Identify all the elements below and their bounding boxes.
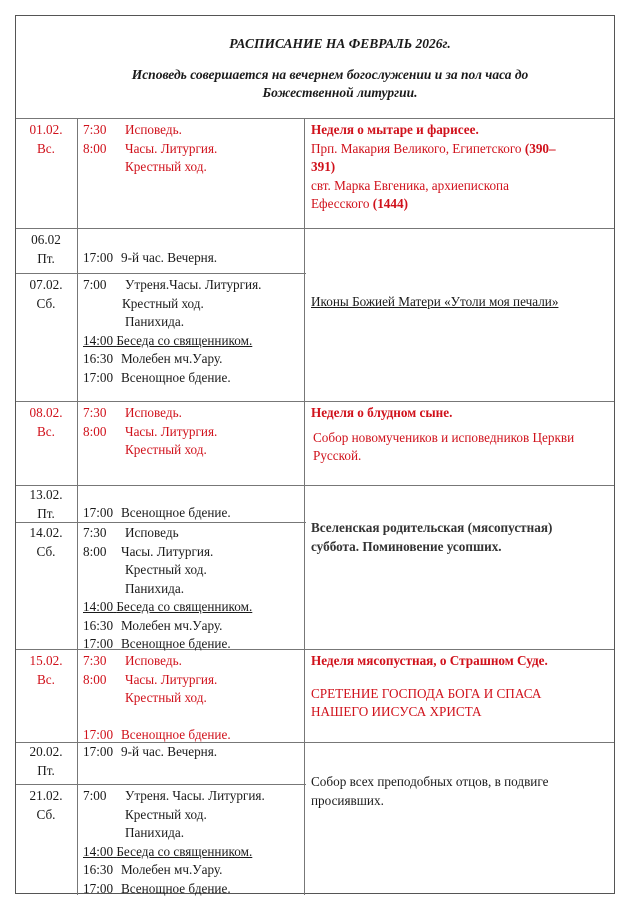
divider	[16, 228, 614, 229]
service-time: 7:30	[83, 405, 107, 420]
date-cell	[16, 231, 76, 268]
feast-line: Вселенская родительская (мясопустная)	[311, 520, 553, 535]
service-text: Крестный ход.	[125, 159, 207, 174]
divider	[16, 784, 306, 785]
feast-line: СРЕТЕНИЕ ГОСПОДА БОГА И СПАСА	[311, 685, 542, 701]
service-item	[83, 276, 261, 295]
feast-line: свт. Марка Евгеника, архиепископа	[311, 177, 509, 193]
service-text: Исповедь.	[125, 405, 182, 420]
service-text: Всенощное бдение.	[121, 369, 231, 385]
service-time: 16:30	[83, 862, 114, 877]
date-cell	[16, 121, 76, 158]
weekday: Пт.	[37, 762, 55, 778]
service-text: Часы. Литургия.	[121, 543, 214, 559]
service-text: Исповедь	[125, 525, 179, 540]
feast-line: просиявших.	[311, 792, 384, 808]
schedule-table	[15, 15, 615, 894]
service-item	[83, 824, 265, 843]
service-time: 7:30	[83, 653, 107, 668]
service-item	[83, 369, 261, 388]
weekday: Сб.	[36, 295, 56, 311]
feast-cell	[311, 121, 556, 214]
weekday: Сб.	[36, 543, 56, 559]
service-time: 16:30	[83, 351, 114, 366]
feast-line: Русской.	[313, 448, 362, 463]
feast-line	[311, 140, 556, 159]
service-time: 17:00	[83, 726, 114, 742]
feast-line: Собор всех преподобных отцов, в подвиге	[311, 774, 549, 789]
service-item	[83, 404, 217, 423]
service-time: 14:00	[83, 843, 114, 859]
feast-title: Неделя мясопустная, о Страшном Суде.	[311, 653, 548, 668]
divider	[16, 273, 306, 274]
service-item	[83, 524, 252, 543]
date: 15.02.	[29, 653, 63, 668]
service-text: Исповедь.	[125, 653, 182, 668]
service-text: Крестный ход.	[125, 690, 207, 705]
divider	[16, 485, 614, 486]
service-text: Панихида.	[125, 314, 185, 329]
service-text: Беседа со священником.	[116, 843, 253, 859]
date-cell	[16, 486, 76, 523]
service-item	[83, 617, 252, 636]
date: 21.02.	[29, 788, 63, 803]
date-cell	[16, 652, 76, 689]
service-text: Беседа со священником.	[116, 599, 253, 614]
feast-cell	[311, 404, 574, 466]
service-text: Часы. Литургия.	[125, 140, 218, 156]
service-time: 14:00	[83, 332, 114, 348]
service-item	[83, 880, 265, 899]
service-item	[83, 598, 252, 617]
services-cell	[83, 121, 217, 177]
date: 07.02.	[29, 277, 63, 292]
services-cell	[83, 743, 217, 762]
service-time: 8:00	[83, 423, 107, 439]
service-text: Исповедь.	[125, 122, 182, 137]
service-text: 9-й час. Вечерня.	[121, 744, 218, 759]
date: 06.02	[31, 232, 61, 247]
service-item	[83, 295, 261, 314]
feast-years: (390–	[524, 140, 556, 156]
service-text: Утреня.Часы. Литургия.	[125, 277, 262, 292]
service-time: 17:00	[83, 250, 114, 265]
service-item	[83, 843, 265, 862]
service-time: 7:30	[83, 525, 107, 540]
date-cell	[16, 276, 76, 313]
weekday: Пт.	[37, 250, 55, 266]
weekday: Вс.	[37, 423, 55, 439]
service-text: Беседа со священником.	[116, 332, 253, 348]
feast-years-cont: 391)	[311, 159, 336, 174]
service-time: 17:00	[83, 636, 114, 651]
service-item	[83, 140, 217, 159]
feast-cell	[311, 773, 548, 810]
service-item	[83, 743, 217, 762]
service-item	[83, 580, 252, 599]
service-time: 14:00	[83, 599, 114, 614]
feast-cell	[311, 519, 552, 556]
service-time: 8:00	[83, 140, 107, 156]
date-cell	[16, 404, 76, 441]
services-cell	[83, 249, 217, 268]
service-text: Всенощное бдение.	[121, 880, 231, 896]
feast-cell	[311, 652, 548, 722]
feast-text: Прп. Макария Великого, Египетского	[311, 140, 525, 156]
service-item	[83, 441, 217, 460]
service-text: Часы. Литургия.	[125, 671, 218, 687]
services-cell	[83, 504, 231, 523]
service-item	[83, 158, 217, 177]
feast-text: Ефесского	[311, 196, 373, 211]
column-divider	[77, 118, 78, 895]
service-text: Панихида.	[125, 580, 185, 596]
date: 20.02.	[29, 744, 63, 759]
service-time: 17:00	[83, 369, 114, 385]
service-text: Часы. Литургия.	[125, 423, 218, 439]
services-cell	[83, 524, 252, 654]
service-item	[83, 313, 261, 332]
service-text: Крестный ход.	[125, 442, 207, 457]
date: 14.02.	[29, 525, 63, 540]
service-item	[83, 671, 231, 690]
date-cell	[16, 524, 76, 561]
service-time: 8:00	[83, 671, 107, 687]
service-time: 8:00	[83, 543, 107, 559]
service-time: 17:00	[83, 880, 114, 896]
service-item	[83, 332, 261, 351]
services-cell	[83, 404, 217, 460]
weekday: Вс.	[37, 140, 55, 156]
date: 13.02.	[29, 487, 63, 502]
service-text: Всенощное бдение.	[121, 636, 231, 651]
service-text: Всенощное бдение.	[121, 505, 231, 520]
feast-title: Неделя о мытаре и фарисее.	[311, 122, 479, 137]
service-item	[83, 561, 252, 580]
feast-cell: Иконы Божией Матери «Утоли моя печали»	[311, 294, 559, 309]
service-item	[83, 121, 217, 140]
feast-title: Неделя о блудном сыне.	[311, 405, 453, 420]
service-item	[83, 689, 231, 708]
date-cell	[16, 787, 76, 824]
date: 08.02.	[29, 405, 63, 420]
service-item	[83, 806, 265, 825]
service-time: 7:00	[83, 788, 107, 803]
service-text: Молебен мч.Уару.	[121, 351, 223, 366]
service-text: Утреня. Часы. Литургия.	[125, 788, 265, 803]
service-text: Молебен мч.Уару.	[121, 617, 223, 633]
service-time: 7:30	[83, 122, 107, 137]
service-text: Панихида.	[125, 825, 185, 840]
service-text: Всенощное бдение.	[121, 726, 231, 742]
weekday: Вс.	[37, 671, 55, 687]
date-cell	[16, 743, 76, 780]
feast-line: НАШЕГО ИИСУСА ХРИСТА	[311, 704, 482, 719]
confession-note-line1: Исповедь совершается на вечернем богослужении и за пол часа до	[131, 67, 529, 82]
service-text: 9-й час. Вечерня.	[121, 250, 218, 265]
service-item	[83, 423, 217, 442]
schedule-header	[16, 16, 614, 118]
service-item	[83, 504, 231, 523]
services-cell	[83, 787, 265, 898]
services-cell	[83, 652, 231, 744]
service-time: 7:00	[83, 277, 107, 292]
feast-years: (1444)	[372, 196, 408, 211]
service-item	[83, 543, 252, 562]
date: 01.02.	[29, 122, 63, 137]
service-text: Молебен мч.Уару.	[121, 862, 223, 877]
services-cell	[83, 276, 261, 387]
weekday: Сб.	[36, 806, 56, 822]
confession-note	[16, 66, 614, 102]
service-time: 17:00	[83, 744, 114, 759]
feast-line: суббота. Поминовение усопших.	[311, 538, 502, 554]
page-title: РАСПИСАНИЕ НА ФЕВРАЛЬ 2026г.	[229, 36, 451, 51]
service-item	[83, 787, 265, 806]
service-item	[83, 652, 231, 671]
service-time: 16:30	[83, 617, 114, 633]
column-divider	[304, 118, 305, 895]
service-text: Крестный ход.	[122, 295, 204, 311]
divider	[16, 401, 614, 402]
service-item	[83, 350, 261, 369]
service-item	[83, 861, 265, 880]
service-item	[83, 726, 231, 745]
feast-line	[311, 195, 556, 214]
service-time: 17:00	[83, 505, 114, 520]
weekday: Пт.	[37, 505, 55, 521]
service-item	[83, 249, 217, 268]
confession-note-line2: Божественной литургии.	[262, 85, 418, 100]
divider	[16, 118, 614, 119]
service-text: Крестный ход.	[125, 806, 207, 822]
service-item	[83, 635, 252, 654]
service-text: Крестный ход.	[125, 562, 207, 577]
feast-line: Собор новомучеников и исповедников Церкви	[313, 429, 575, 445]
